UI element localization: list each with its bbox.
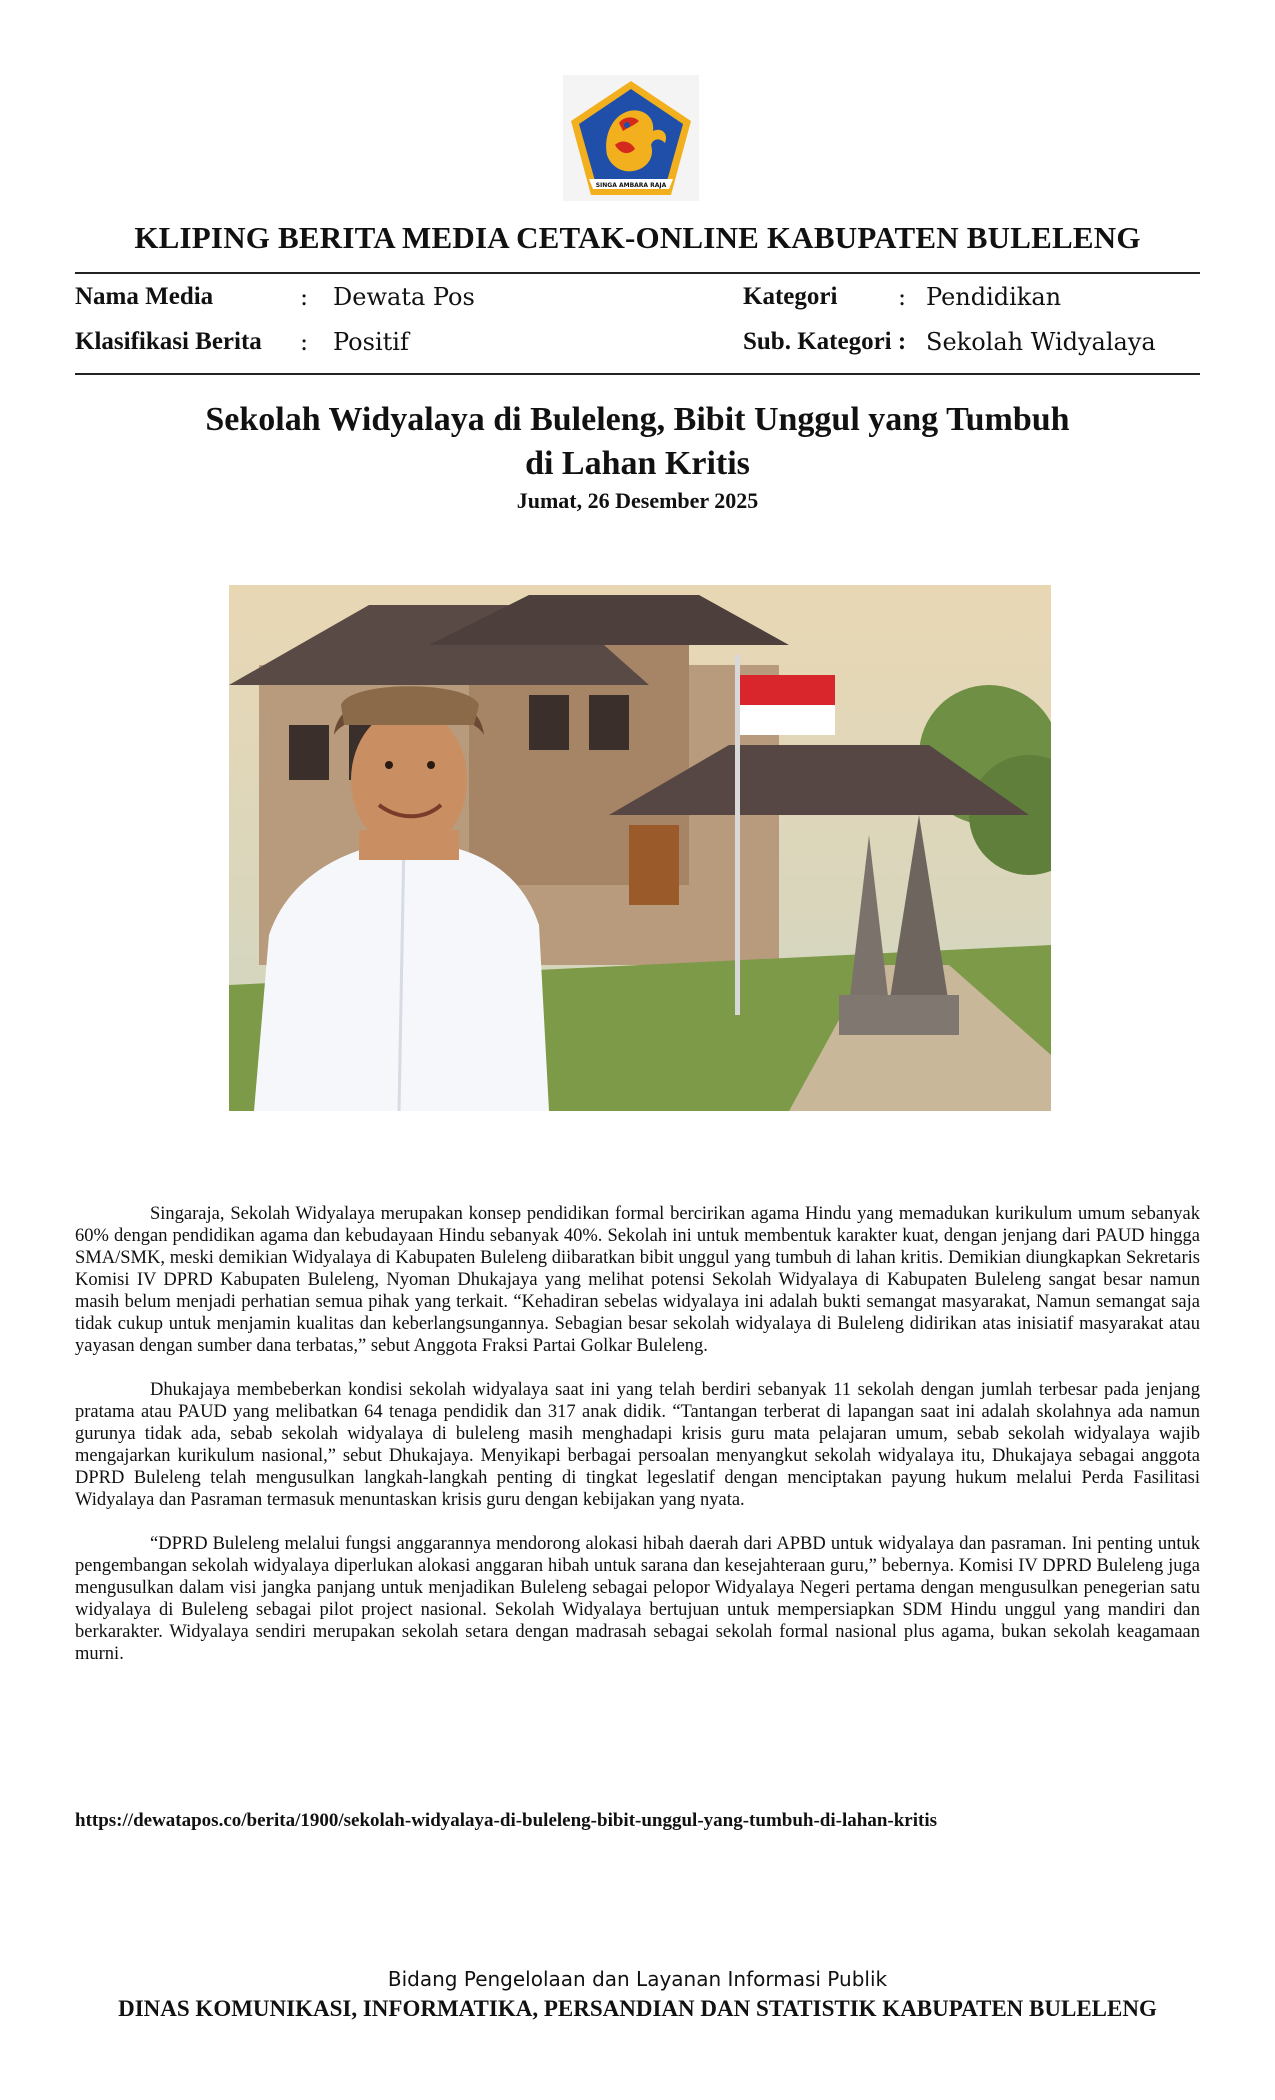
- article-title: [75, 398, 1200, 486]
- article-photo: [229, 585, 1051, 1111]
- klasifikasi-colon: :: [300, 328, 309, 356]
- sub-kategori-value: Sekolah Widyalaya: [926, 328, 1156, 356]
- buleleng-logo: [563, 75, 699, 201]
- klasifikasi-value: Positif: [333, 328, 409, 356]
- svg-text:SINGA AMBARA RAJA: SINGA AMBARA RAJA: [595, 182, 667, 189]
- footer-agency: DINAS KOMUNIKASI, INFORMATIKA, PERSANDIAN DAN STATISTIK KABUPATEN BULELENG: [118, 1996, 1157, 2021]
- kategori-value: Pendidikan: [926, 283, 1062, 311]
- article-paragraph-3: “DPRD Buleleng melalui fungsi anggarannya mendorong alokasi hibah daerah dari APBD untuk widyalaya dan pasraman. Ini penting untuk pengembangan sekolah widyalaya diperlukan alokasi anggaran hibah untuk sarana dan kesejahteraan guru,” bebernya. Komisi IV DPRD Buleleng juga mengusulkan dalam visi jangka panjang untuk menjadikan Buleleng sebagai pelopor Widyalaya Negeri pertama dengan mengusulkan penegerian satu widyalaya di Buleleng sebagai pilot project nasional. Sekolah Widyalaya bertujuan untuk mempersiapkan SDM Hindu unggul yang mandiri dan berkarakter. Widyalaya sendiri merupakan sekolah setara dengan madrasah sebagai sekolah formal nasional plus agama, bukan sekolah keagamaan murni.: [75, 1534, 1200, 1664]
- article-title-line2: di Lahan Kritis: [525, 445, 750, 482]
- header-divider-bottom: [75, 373, 1200, 375]
- kategori-label: Kategori: [743, 283, 838, 310]
- media-label: Nama Media: [75, 283, 214, 310]
- article-paragraph-2: Dhukajaya membeberkan kondisi sekolah widyalaya saat ini yang telah berdiri sebanyak 11 sekolah dengan jumlah terbesar pada jenjang pratama atau PAUD yang melibatkan 64 tenaga pendidik dan 317 anak didik. “Tantangan terberat di lapangan saat ini adalah skolahnya ada namun gurunya tidak ada, sebab sekolah widyalaya di buleleng masih menghadapi krisis guru mata pelajaran umum, sebab sekolah widyalaya wajib mengajarkan kurikulum nasional,” sebut Dhukajaya. Menyikapi berbagai persoalan menyangkut sekolah widyalaya itu, Dhukajaya sebagai anggota DPRD Buleleng telah mengusulkan langkah-langkah penting di tingkat legeslatif dengan menciptakan payung hukum melalui Perda Fasilitasi Widyalaya dan Pasraman termasuk menuntaskan krisis guru dengan kebijakan yang nyata.: [75, 1380, 1200, 1510]
- kategori-colon: :: [898, 283, 907, 311]
- klasifikasi-label: Klasifikasi Berita: [75, 328, 262, 355]
- media-value: Dewata Pos: [333, 283, 475, 311]
- meta-row-klasifikasi: [75, 328, 1200, 368]
- article-paragraph-1: Singaraja, Sekolah Widyalaya merupakan konsep pendidikan formal bercirikan agama Hindu yang memadukan kurikulum umum sebanyak 60% dengan pendidikan agama dan kebudayaan Hindu sebanyak 40%. Sekolah ini untuk membentuk karakter kuat, dengan jenjang dari PAUD hingga SMA/SMK, meski demikian Widyalaya di Kabupaten Buleleng diibaratkan bibit unggul yang tumbuh di lahan kritis. Demikian diungkapkan Sekretaris Komisi IV DPRD Kabupaten Buleleng, Nyoman Dhukajaya yang melihat potensi Sekolah Widyalaya di Kabupaten Buleleng sangat besar namun masih belum menjadi perhatian semua pihak yang terkait. “Kehadiran sebelas widyalaya ini adalah bukti semangat masyarakat, Namun semangat saja tidak cukup untuk menjamin kualitas dan keberlangsungannya. Sebagian besar sekolah widyalaya di Buleleng didirikan atas inisiatif masyarakat atau yayasan dengan sumber dana terbatas,” sebut Anggota Fraksi Partai Golkar Buleleng.: [75, 1204, 1200, 1356]
- footer-department: Bidang Pengelolaan dan Layanan Informasi Publik: [387, 1967, 888, 1991]
- meta-row-media: [75, 283, 1200, 323]
- media-colon: :: [300, 283, 309, 311]
- clipping-header-title: KLIPING BERITA MEDIA CETAK-ONLINE KABUPATEN BULELENG: [134, 220, 1141, 255]
- sub-kategori-label: Sub. Kategori :: [743, 328, 907, 355]
- header-divider-top: [75, 272, 1200, 274]
- article-title-line1: Sekolah Widyalaya di Buleleng, Bibit Unggul yang Tumbuh: [205, 401, 1070, 438]
- source-url: https://dewatapos.co/berita/1900/sekolah-widyalaya-di-buleleng-bibit-unggul-yang-tumbuh-di-lahan-kritis: [75, 1810, 937, 1831]
- article-body: [75, 1203, 1200, 1687]
- article-date: Jumat, 26 Desember 2025: [516, 488, 759, 513]
